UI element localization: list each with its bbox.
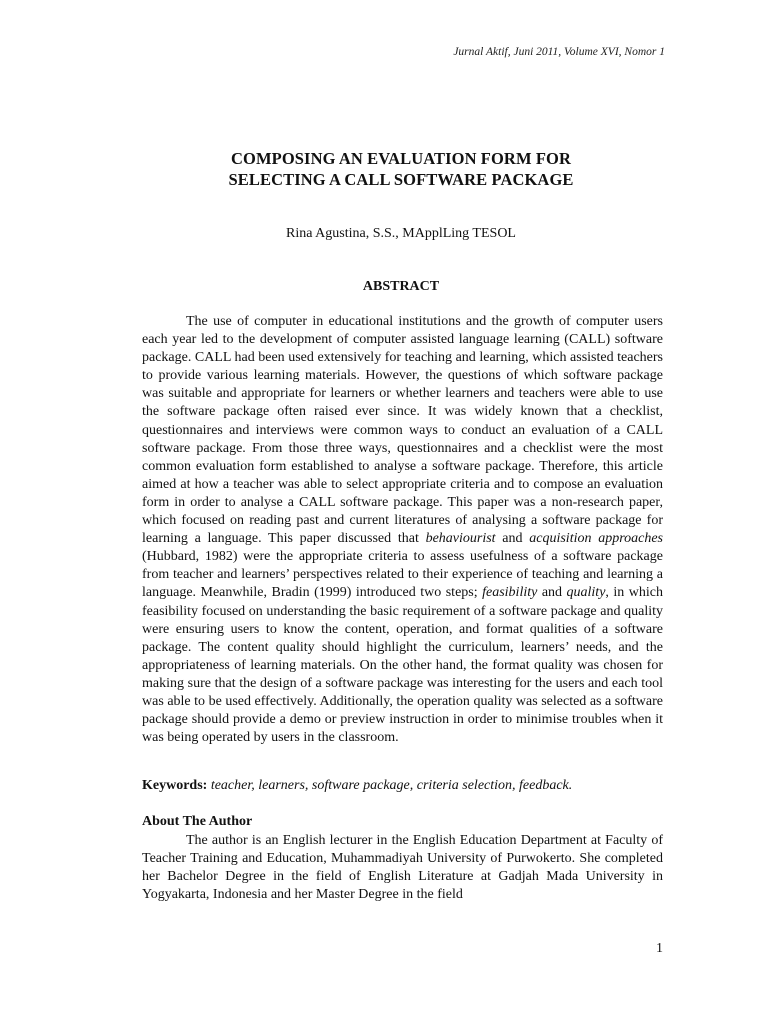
abstract-conj-2: and: [537, 585, 567, 601]
running-head: Jurnal Aktif, Juni 2011, Volume XVI, Nomor 1: [453, 46, 665, 58]
abstract-heading: ABSTRACT: [362, 279, 440, 294]
term-quality: quality: [566, 585, 606, 601]
paper-title: [0, 148, 770, 190]
abstract-body: [142, 313, 663, 747]
page-number: 1: [656, 941, 663, 956]
author-line: Rina Agustina, S.S., MApplLing TESOL: [286, 226, 516, 241]
title-line-2: SELECTING A CALL SOFTWARE PACKAGE: [228, 170, 574, 189]
keywords-label: Keywords:: [142, 778, 208, 793]
about-author-body: The author is an English lecturer in the English Education Department at Faculty of Teacher Training and Education, Muhammadiyah University of Purwokerto. She completed her Bachelor Degree in the field of English Literature at Gadjah Mada University in Yogyakarta, Indonesia and her Master Degree in the field: [142, 833, 663, 903]
title-line-1: COMPOSING AN EVALUATION FORM FOR: [231, 149, 571, 168]
term-feasibility: feasibility: [482, 585, 538, 601]
keywords-line: [142, 777, 663, 795]
about-author-heading: About The Author: [142, 814, 253, 829]
keywords-values: teacher, learners, software package, criteria selection, feedback.: [210, 778, 573, 793]
abstract-text-1: The use of computer in educational institutions and the growth of computer users each year led to the development of computer assisted language learning (CALL) software package. CALL had been used extensively for teaching and learning, which assisted teachers to provide various learning materials. However, the questions of which software package was suitable and appropriate for learners or whether learners and teachers were able to use the software package often raised ever since. It was widely known that a checklist, questionnaires and interviews were common ways to conduct an evaluation of a CALL software package. From those three ways, questionnaires and a checklist were the most common evaluation form established to analyse a software package. Therefore, this article aimed at how a teacher was able to select appropriate criteria and to compose an evaluation form in order to analyse a CALL software package. This paper was a non-research paper, which focused on reading past and current literatures of analysing a software package for learning a language. This paper discussed that: [142, 314, 663, 547]
abstract-conj-1: and: [495, 531, 530, 547]
abstract-text-2: (Hubbard, 1982) were the appropriate criteria to assess usefulness of a software package from teacher and learners’ perspectives related to their experience of teaching and learning a language. Meanwhile, Bradin (1999) introduced two steps;: [142, 549, 663, 601]
term-acquisition: acquisition approaches: [529, 531, 664, 547]
term-behaviourist: behaviourist: [425, 531, 496, 547]
abstract-text-3: , in which feasibility focused on understanding the basic requirement of a software package and quality were ensuring users to know the content, operation, and format qualities of a software package. The content quality should highlight the curriculum, learners’ needs, and the appropriateness of learning materials. On the other hand, the format quality was chosen for making sure that the design of a software package was interesting for the users and each tool was able to be used effectively. Additionally, the operation quality was selected as a software package should provide a demo or preview instruction in order to minimise troubles when it was being operated by users in the classroom.: [142, 585, 663, 746]
